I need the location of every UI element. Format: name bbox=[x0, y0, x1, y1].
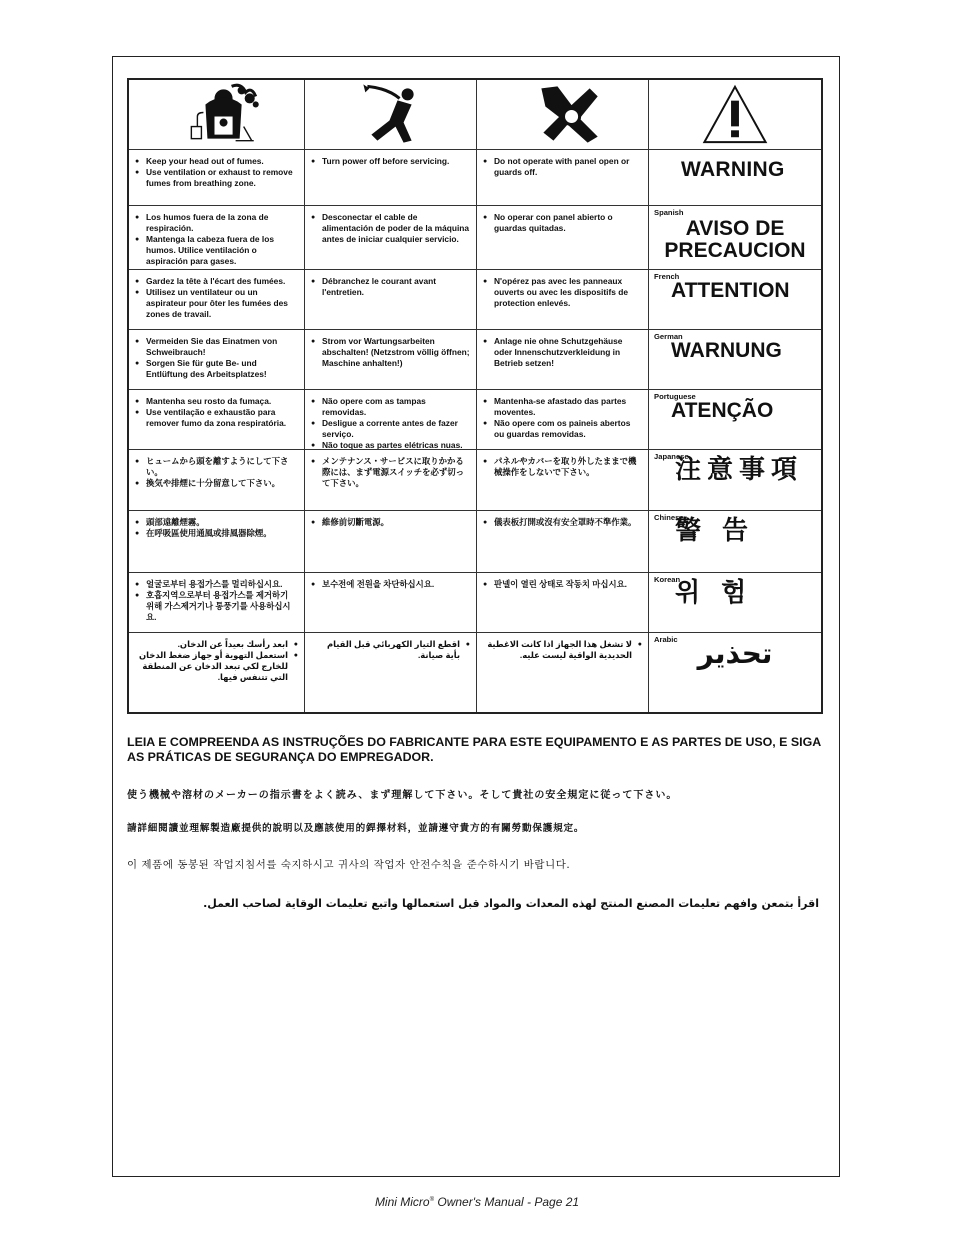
language-label: German bbox=[654, 332, 683, 341]
warning-label-cell bbox=[649, 390, 821, 450]
footer-reg: ® bbox=[429, 1197, 435, 1203]
warning-label-cell bbox=[649, 206, 821, 270]
safety-item: ● Gardez la tête à l'écart des fumées. bbox=[135, 276, 298, 287]
language-label: Korean bbox=[654, 575, 681, 584]
safety-cell bbox=[129, 633, 305, 712]
safety-item: ● ヒュームから頭を離すようにして下さい。 bbox=[135, 456, 298, 478]
warning-word: تحذير bbox=[697, 637, 773, 670]
safety-item: ● ابعد رأسك بعيداً عن الدخان. bbox=[135, 639, 298, 650]
safety-cell bbox=[305, 511, 477, 573]
language-label: Japanese bbox=[654, 452, 689, 461]
safety-item: ● Do not operate with panel open or guards off. bbox=[483, 156, 642, 178]
safety-item: ● 호흡지역으로부터 용접가스를 제거하기 위해 가스제거기나 통풍기를 사용하십시요. bbox=[135, 590, 298, 623]
safety-item: ● Não toque as partes elétricas nuas. bbox=[311, 440, 470, 450]
footer-title: Mini Micro bbox=[374, 1195, 430, 1209]
safety-item: ● Mantenga la cabeza fuera de los humos. Utilice ventilación o aspiración para gases. bbox=[135, 234, 298, 267]
warning-label-cell bbox=[649, 633, 821, 712]
safety-cell bbox=[477, 330, 649, 390]
safety-cell bbox=[477, 150, 649, 206]
language-label: French bbox=[654, 272, 680, 281]
safety-item: ● Anlage nie ohne Schutzgehäuse oder Innenschutzverkleidung in Betrieb setzen! bbox=[483, 336, 642, 369]
safety-item: ● No operar con panel abierto o guardas quitadas. bbox=[483, 212, 642, 234]
safety-cell bbox=[129, 150, 305, 206]
safety-item: ● Débranchez le courant avant l'entretien. bbox=[311, 276, 470, 298]
language-label: Arabic bbox=[654, 635, 678, 644]
warning-word: 注意事項 bbox=[675, 455, 804, 485]
safety-item: ● لا تشغل هذا الجهاز اذا كانت الاغطية الحديدية الواقية ليست عليه. bbox=[483, 639, 642, 661]
safety-cell bbox=[129, 511, 305, 573]
safety-item: ● 판넬이 열린 상태로 작동치 마십시요. bbox=[483, 579, 642, 590]
safety-item: ● パネルやカバーを取り外したままで機械操作をしないで下さい。 bbox=[483, 456, 642, 478]
safety-item: ● 頭部遠離煙霧。 bbox=[135, 517, 298, 528]
instruction-japanese: 使う機械や溶材のメーカーの指示書をよく読み、まず理解して下さい。そして貴社の安全規定に従って下さい。 bbox=[127, 790, 678, 801]
instruction-portuguese: LEIA E COMPREENDA AS INSTRUÇÕES DO FABRICANTE PARA ESTE EQUIPAMENTO E AS PARTES DE USO, E SIGA AS PRÁTICAS DE SEGURANÇA DO EMPREGADOR. bbox=[127, 735, 821, 764]
safety-cell bbox=[477, 450, 649, 511]
safety-item: ● Use ventilation or exhaust to remove fumes from breathing zone. bbox=[135, 167, 298, 189]
warning-label-cell bbox=[649, 573, 821, 633]
safety-item: ● Strom vor Wartungsarbeiten abschalten! (Netzstrom völlig öffnen; Maschine anhalten!) bbox=[311, 336, 470, 369]
language-label: Chinese bbox=[654, 513, 684, 522]
warning-label-cell bbox=[649, 270, 821, 330]
safety-cell bbox=[129, 573, 305, 633]
safety-item: ● Vermeiden Sie das Einatmen von Schweibrauch! bbox=[135, 336, 298, 358]
safety-item: ● 보수전에 전원을 차단하십시요. bbox=[311, 579, 470, 590]
safety-cell bbox=[305, 270, 477, 330]
safety-cell bbox=[477, 573, 649, 633]
warning-word: ATTENTION bbox=[671, 279, 790, 302]
fumes-icon bbox=[129, 80, 305, 150]
safety-cell bbox=[305, 390, 477, 450]
safety-item: ● Mantenha seu rosto da fumaça. bbox=[135, 396, 298, 407]
safety-cell bbox=[477, 390, 649, 450]
safety-item: ● Los humos fuera de la zona de respiración. bbox=[135, 212, 298, 234]
electric-shock-icon bbox=[305, 80, 477, 150]
safety-item: ● Desconectar el cable de alimentación de poder de la máquina antes de iniciar cualquier servicio. bbox=[311, 212, 470, 245]
page-footer bbox=[0, 1195, 954, 1209]
warning-word: WARNING bbox=[681, 158, 785, 181]
footer-page: Owner's Manual - Page 21 bbox=[434, 1195, 580, 1209]
safety-cell bbox=[129, 206, 305, 270]
safety-cell bbox=[129, 330, 305, 390]
safety-item: ● 維修前切斷電源。 bbox=[311, 517, 470, 528]
safety-item: ● Não opere com os paineis abertos ou guardas removidas. bbox=[483, 418, 642, 440]
language-label: Spanish bbox=[654, 208, 684, 217]
warning-word: 警 告 bbox=[675, 516, 755, 546]
moving-parts-icon bbox=[477, 80, 649, 150]
safety-cell bbox=[129, 450, 305, 511]
safety-cell bbox=[305, 150, 477, 206]
safety-item: ● Mantenha-se afastado das partes moventes. bbox=[483, 396, 642, 418]
safety-item: ● استعمل التهوية أو جهاز ضغط الدخان للخارج لكي تبعد الدخان عن المنطقة التي تتنفس فيها. bbox=[135, 650, 298, 683]
safety-cell bbox=[305, 206, 477, 270]
safety-item: ● Não opere com as tampas removidas. bbox=[311, 396, 470, 418]
warning-label-cell bbox=[649, 330, 821, 390]
safety-cell bbox=[305, 450, 477, 511]
safety-cell bbox=[129, 270, 305, 330]
safety-cell bbox=[305, 573, 477, 633]
warning-label-cell bbox=[649, 511, 821, 573]
safety-item: ● Desligue a corrente antes de fazer serviço. bbox=[311, 418, 470, 440]
safety-cell bbox=[477, 511, 649, 573]
safety-item: ● 換気や排煙に十分留意して下さい。 bbox=[135, 478, 298, 489]
safety-cell bbox=[305, 330, 477, 390]
safety-item: ● Keep your head out of fumes. bbox=[135, 156, 298, 167]
warning-word: 위 험 bbox=[675, 578, 753, 608]
instruction-arabic: اقرأ بتمعن وافهم تعليمات المصنع المنتج لهذه المعدات والمواد قبل استعمالها واتبع تعليمات الوقاية لصاحب العمل. bbox=[203, 897, 819, 910]
instruction-korean: 이 제품에 동봉된 작업지침서를 숙지하시고 귀사의 작업자 안전수칙을 준수하시기 바랍니다. bbox=[127, 859, 571, 871]
safety-item: ● Utilisez un ventilateur ou un aspirateur pour ôter les fumées des zones de travail. bbox=[135, 287, 298, 320]
safety-item: ● Sorgen Sie für gute Be- und Entlüftung des Arbeitsplatzes! bbox=[135, 358, 298, 380]
safety-item: ● 儀表板打開或沒有安全罩時不準作業。 bbox=[483, 517, 642, 528]
safety-item: ● メンテナンス・サービスに取りかかる際には、まず電源スイッチを必ず切って下さい。 bbox=[311, 456, 470, 489]
warning-word: AVISO DE PRECAUCION bbox=[664, 217, 806, 262]
warning-word: WARNUNG bbox=[671, 339, 782, 362]
warning-word: ATENÇÃO bbox=[671, 399, 774, 422]
warning-label-cell bbox=[649, 150, 821, 206]
safety-item: ● Use ventilação e exhaustão para remover fumo da zona respiratória. bbox=[135, 407, 298, 429]
instruction-chinese: 請詳細閱讀並理解製造廠提供的說明以及應該使用的銲擇材料，並請遵守貴方的有關勞動保護規定。 bbox=[127, 823, 585, 834]
safety-item: ● 얼굴로부터 용접가스를 멀리하십시요. bbox=[135, 579, 298, 590]
safety-item: ● اقطع التيار الكهربائي قبل القيام بأية صيانة. bbox=[311, 639, 470, 661]
warning-triangle-icon bbox=[649, 80, 821, 150]
safety-cell bbox=[305, 633, 477, 712]
safety-item: ● 在呼吸區使用通風或排風器除煙。 bbox=[135, 528, 298, 539]
language-label: Portuguese bbox=[654, 392, 696, 401]
safety-cell bbox=[477, 633, 649, 712]
safety-item: ● Turn power off before servicing. bbox=[311, 156, 470, 167]
warning-table bbox=[127, 78, 823, 714]
safety-cell bbox=[129, 390, 305, 450]
safety-item: ● N'opérez pas avec les panneaux ouverts ou avec les dispositifs de protection enlevés. bbox=[483, 276, 642, 309]
safety-cell bbox=[477, 270, 649, 330]
safety-cell bbox=[477, 206, 649, 270]
warning-label-cell bbox=[649, 450, 821, 511]
